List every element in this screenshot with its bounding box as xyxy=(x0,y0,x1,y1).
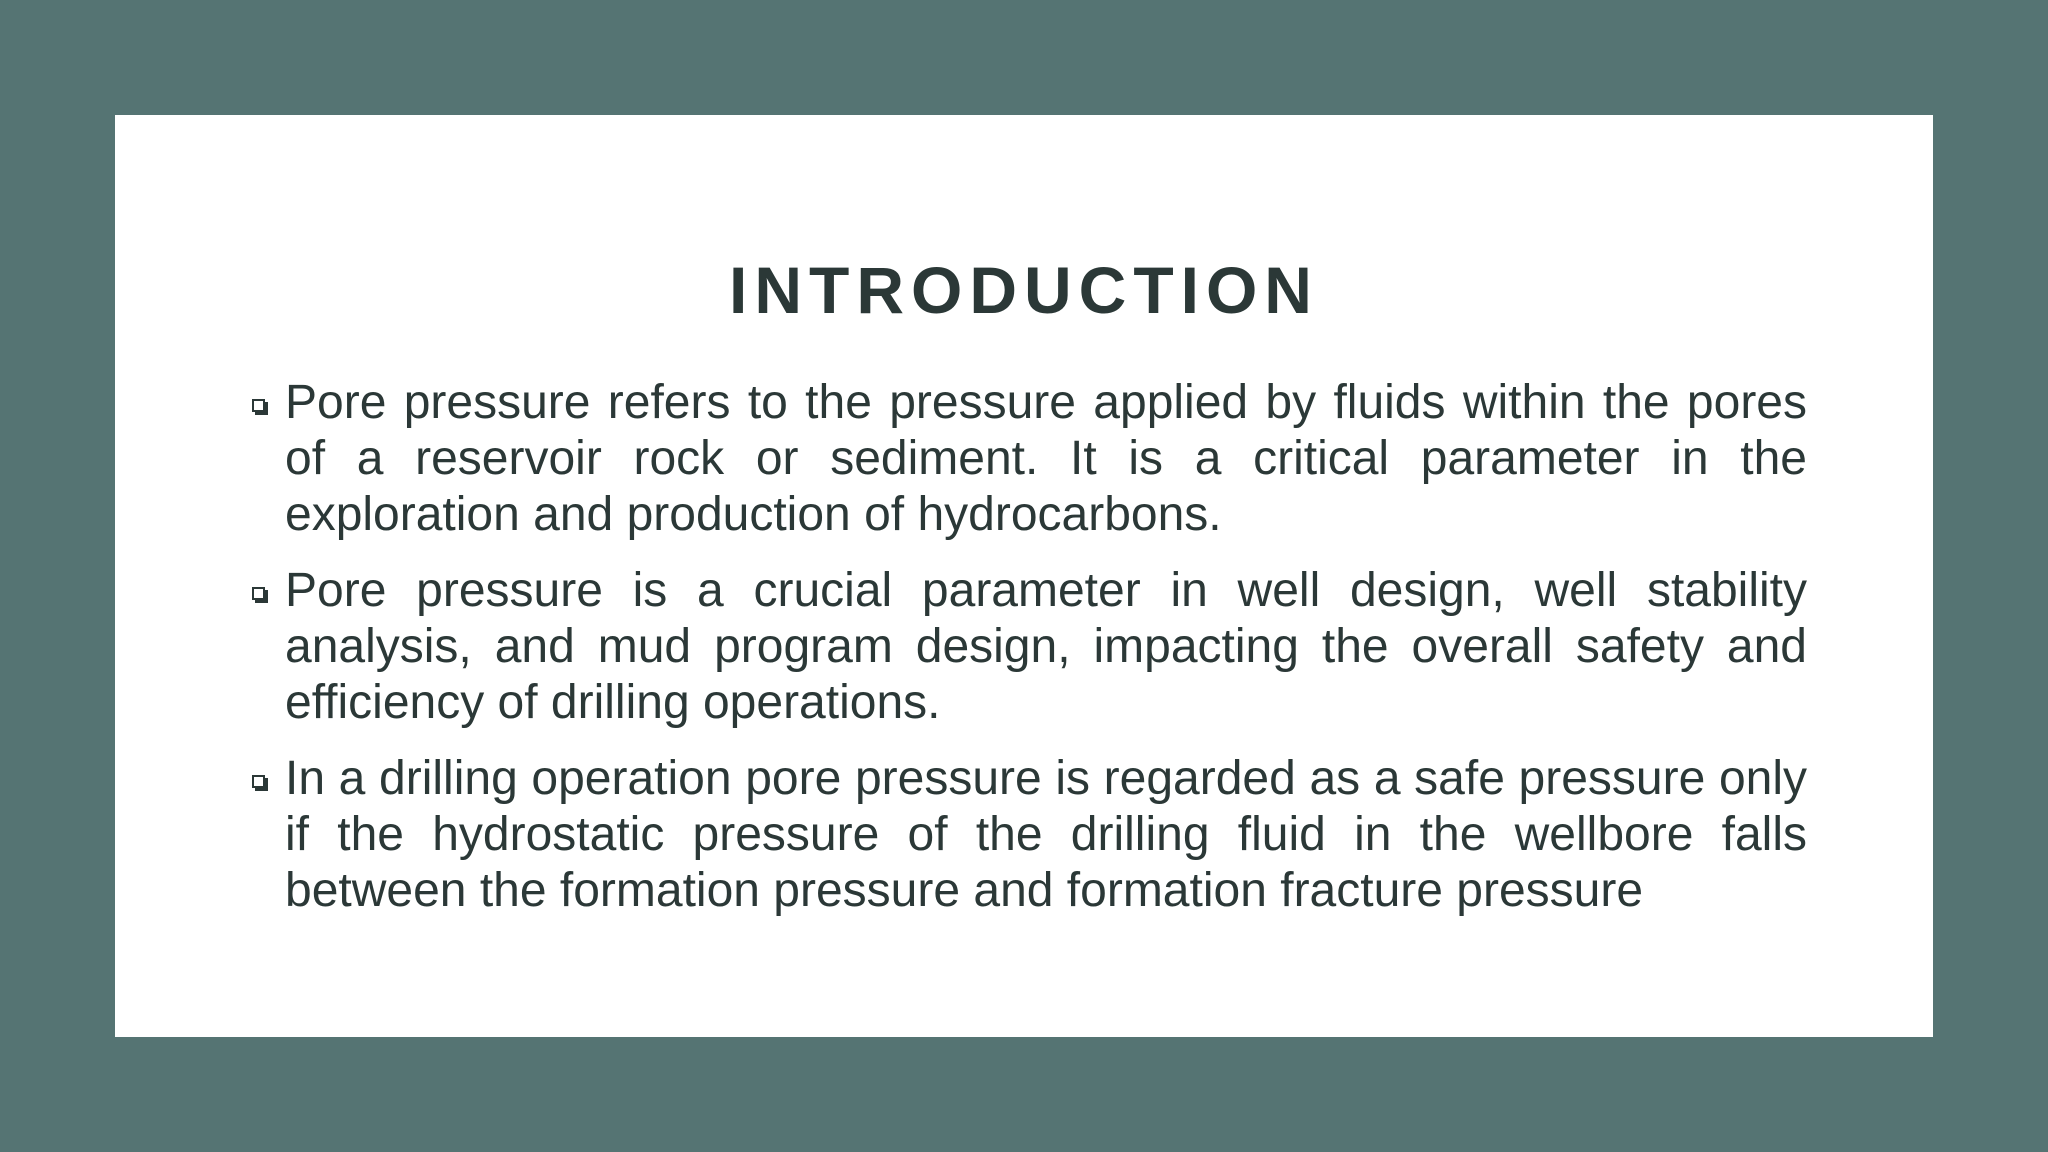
bullet-item xyxy=(249,375,1807,543)
bullet-text: Pore pressure refers to the pressure applied by fluids within the pores of a reservoir rock or sediment. It is a critical parameter in the exploration and production of hydrocarbons. xyxy=(285,376,1807,541)
bullet-item xyxy=(249,563,1807,731)
bullet-text: In a drilling operation pore pressure is regarded as a safe pressure only if the hydrostatic pressure of the drilling fluid in the wellbore falls between the formation pressure and formation fracture pressure xyxy=(285,752,1807,917)
bullet-text: Pore pressure is a crucial parameter in well design, well stability analysis, and mud program design, impacting the overall safety and efficiency of drilling operations. xyxy=(285,564,1807,729)
bullet-list xyxy=(249,375,1807,939)
square-bullet-icon xyxy=(252,587,265,600)
square-bullet-icon xyxy=(252,775,265,788)
bullet-item xyxy=(249,751,1807,919)
slide-title: INTRODUCTION xyxy=(729,253,1319,327)
square-bullet-icon xyxy=(252,399,265,412)
